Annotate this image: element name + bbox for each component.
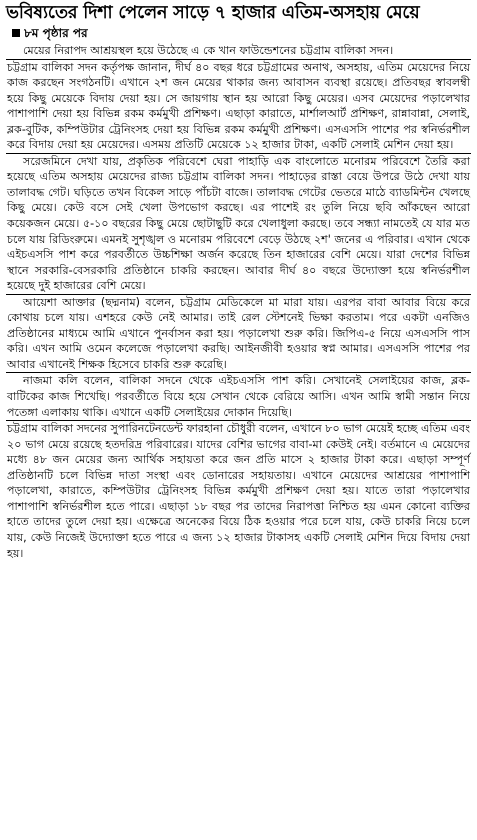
headline: ভবিষ্যতের দিশা পেলেন সাড়ে ৭ হাজার এতিম-অসহায় মেয়ে	[6, 3, 420, 23]
paragraph-2: চট্টগ্রাম বালিকা সদন কর্তৃপক্ষ জানান, দীর্ঘ ৪০ বছর ধরে চট্টগ্রামের অনাথ, অসহায়, এতিম মেয়েদের নিয়ে কাজ করছেন সংগঠনটি। এখানে ২শ জন মেয়ের থাকার জন্য আবাসন ব্যবস্থা রয়েছে। প্রতিবছর স্বাবলম্বী হয়ে কিছু মেয়েকে বিদায় দেয়া হয়। সে জায়গায় স্থান হয় আরো কিছু মেয়ের। এসব মেয়েদের পড়ালেখার পাশাপাশি দেয়া হয় বিভিন্ন রকম কর্মমুখী প্রশিক্ষণ। এছাড়া কারাতে, মার্শালআর্ট প্রশিক্ষণ, রান্নাবান্না, সেলাই, ব্লক-বুটিক, কম্পিউটার ট্রেনিংসহ দেয়া হয় বিভিন্ন রকম কর্মমুখী প্রশিক্ষণ। এসএসসি পাশের পর স্বনির্ভরশীল করে বিদায় দেয়া হয় মেয়েদের। এসময় প্রতিটি মেয়েকে ১২ হাজার টাকা, একটি সেলাই মেশিন দেয়া হয়।	[7, 60, 470, 152]
paragraph-1: মেয়ের নিরাপদ আশ্রয়স্থল হয়ে উঠেছে এ কে খান ফাউন্ডেশনের চট্টগ্রাম বালিকা সদন।	[23, 44, 394, 57]
article-body	[6, 43, 471, 561]
continued-label: ৮ম পৃষ্ঠার পর	[24, 26, 88, 40]
continued-from-marker	[12, 25, 471, 41]
square-bullet-icon	[12, 29, 20, 37]
paragraph-6: চট্টগ্রাম বালিকা সদনের সুপারিনটেনডেন্ট ফারহানা চৌধুরী বলেন, এখানে ৮০ ভাগ মেয়েই হচ্ছে এতিম এবং ২০ ভাগ মেয়ে রয়েছে হতদরিদ্র পরিবারের। যাদের বেশির ভাগের বাবা-মা কেউই নেই। বর্তমানে এ মেয়েদের মধ্যে ৪৮ জন মেয়ের জন্য আর্থিক সহায়তা করে জন প্রতি মাসে ২ হাজার টাকা করে। এছাড়া সম্পূর্ণ প্রতিষ্ঠানটি চলে বিভিন্ন দাতা সংস্থা এবং ডোনারের সহায়তায়। এখানে মেয়েদের আশ্রয়ের পাশাপাশি পড়ালেখা, কারাতে, কম্পিউটার ট্রেনিংসহ বিভিন্ন কর্মমুখী প্রশিক্ষণ দেয়া হয়। যাতে তারা পড়ালেখার পাশাপাশি স্বনির্ভরশীল হতে পারে। এছাড়া ১৮ বছর পর তাদের নিরাপত্তা নিশ্চিত হয় এমন কোনো ব্যক্তির হাতে তাদের তুলে দেয়া হয়। এক্ষেত্রে অনেকের বিয়ে ঠিক হওয়ার পরে চলে যায়, কেউ চাকরি নিয়ে চলে যায়, কেউ নিজেই উদ্যোক্তা হতে পারে এ জন্য ১২ হাজার টাকাসহ একটি সেলাই মেশিন দিয়ে বিদায় দেয়া হয়।	[7, 422, 470, 560]
paragraph-3: সরেজমিনে দেখা যায়, প্রকৃতিক পরিবেশে ঘেরা পাহাড়ি এক বাংলোতে মনোরম পরিবেশে তৈরি করা হয়েছে এতিম অসহায় মেয়েদের রাজ্য চট্টগ্রাম বালিকা সদন। পাহাড়ের রাস্তা বেয়ে উপরে উঠে দেখা যায় তালাবদ্ধ গেট। ঘড়িতে তখন বিকেল সাড়ে পাঁচটা বাজে। তালাবদ্ধ গেটের ভেতরে মাঠে ব্যাডমিন্টন খেলছে কিছু মেয়ে। কেউ বসে সেই খেলা উপভোগ করছে। এর পাশেই রং তুলি নিয়ে ছবি আঁকছেন আরো কয়েকজন মেয়ে। ৫-১০ বছরের কিছু মেয়ে ছোটাছুটি করে খেলাধুলা করছে। তবে সন্ধ্যা নামতেই যে যার মত চলে যায় রিডিংরুমে। এমনই সুশৃঙ্খল ও মনোরম পরিবেশে বেড়ে উঠছে ২শ' জনের এ পরিবার। এখান থেকে এইচএসসি পাশ করে পরবর্তীতে উচ্চশিক্ষা অর্জন করেছে তিন হাজারের বেশি মেয়ে। যারা দেশের বিভিন্ন স্থানে সরকারি-বেসরকারি প্রতিষ্ঠানে চাকরি করছেন। আবার দীর্ঘ ৪০ বছরে উদ্যোক্তা হয়ে স্বনির্ভরশীল হয়েছে দুই হাজারের বেশি মেয়ে।	[7, 154, 470, 293]
paragraph-5: নাজমা কলি বলেন, বালিকা সদনে থেকে এইচএসসি পাশ করি। সেখানেই সেলাইয়ের কাজ, ব্লক-বাটিকের কাজ শিখেছি। পরবর্তীতে বিয়ে হয়ে সেখান থেকে বেরিয়ে আসি। এখন আমি স্বামী সন্তান নিয়ে পতেঙ্গা এলাকায় থাকি। এখানে একটি সেলাইয়ের দোকান দিয়েছি।	[7, 374, 470, 419]
paragraph-4: আয়েশা আক্তার (ছদ্মনাম) বলেন, চট্টগ্রাম মেডিকেলে মা মারা যায়। এরপর বাবা আবার বিয়ে করে কোথায় চলে যায়। এশহরে কেউ নেই আমার। তাই রেল স্টেশনেই ভিক্ষা করতাম। পরে একটা এনজিও প্রতিষ্ঠানের মাধ্যমে আমি এখানে পুনর্বাসন করা হয়। পড়ালেখা শুরু করি। জিপিএ-৫ নিয়ে এসএসসি পাস করি। এখন আমি ওমেন কলেজে পড়ালেখা করছি। আইনজীবী হওয়ার স্বপ্ন আমার। এসএসসি পাশের পর আবার এখানেই শিক্ষক হিসেবে চাকরি শুরু করেছি।	[7, 295, 470, 371]
